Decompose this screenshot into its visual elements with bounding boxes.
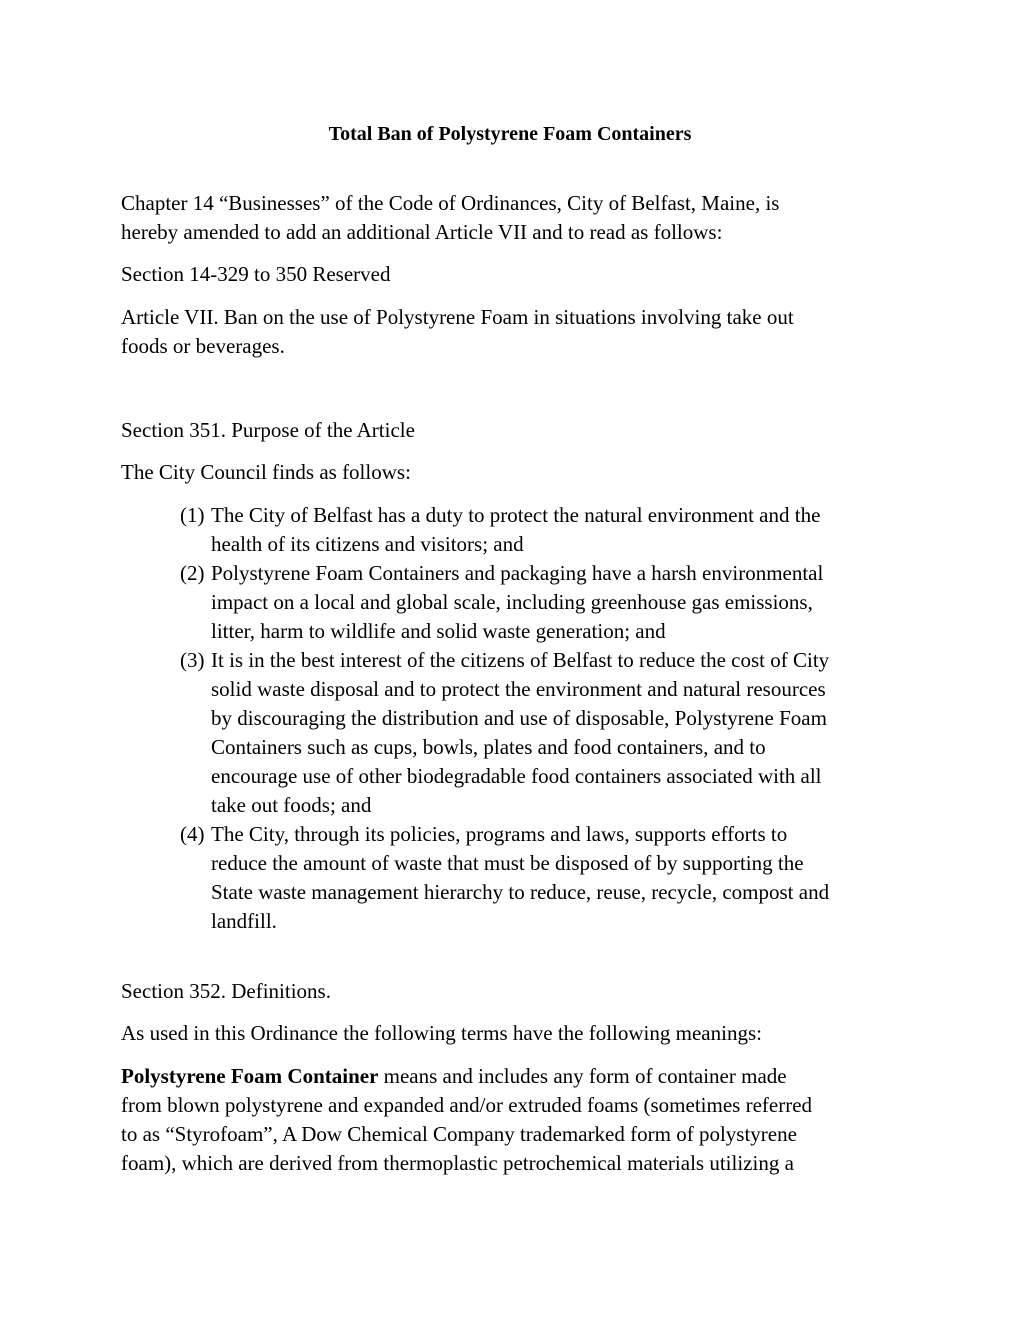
list-item-number: (3) [180, 648, 205, 672]
definition-text: means and includes any form of container made [378, 1064, 787, 1088]
list-item-text: Containers such as cups, bowls, plates and food containers, and to [211, 735, 766, 759]
list-item-text: take out foods; and [211, 793, 372, 817]
list-item-text: litter, harm to wildlife and solid waste generation; and [211, 619, 666, 643]
article-line: foods or beverages. [121, 334, 285, 358]
list-item-text: landfill. [211, 909, 277, 933]
intro-line: hereby amended to add an additional Article VII and to read as follows: [121, 220, 723, 244]
definition-line: to as “Styrofoam”, A Dow Chemical Company trademarked form of polystyrene [121, 1122, 797, 1146]
definition-line [121, 1062, 787, 1091]
list-item-text: Polystyrene Foam Containers and packaging have a harsh environmental [211, 561, 824, 585]
reserved-section: Section 14-329 to 350 Reserved [121, 262, 391, 286]
definition-line: from blown polystyrene and expanded and/or extruded foams (sometimes referred [121, 1093, 813, 1117]
list-item-text: It is in the best interest of the citizens of Belfast to reduce the cost of City [211, 648, 830, 672]
list-item-text: State waste management hierarchy to reduce, reuse, recycle, compost and [211, 880, 830, 904]
document-title: Total Ban of Polystyrene Foam Containers [328, 123, 692, 145]
list-item-text: The City of Belfast has a duty to protect the natural environment and the [211, 503, 821, 527]
list-item-text: impact on a local and global scale, including greenhouse gas emissions, [211, 590, 813, 614]
section-351-lead: The City Council finds as follows: [121, 460, 411, 484]
intro-line: Chapter 14 “Businesses” of the Code of Ordinances, City of Belfast, Maine, is [121, 191, 780, 215]
list-item-text: reduce the amount of waste that must be disposed of by supporting the [211, 851, 804, 875]
list-item-text: solid waste disposal and to protect the environment and natural resources [211, 677, 826, 701]
section-351-heading: Section 351. Purpose of the Article [121, 418, 415, 442]
definition-term: Polystyrene Foam Container [121, 1064, 379, 1088]
list-item-text: by discouraging the distribution and use of disposable, Polystyrene Foam [211, 706, 827, 730]
list-item-text: encourage use of other biodegradable food containers associated with all [211, 764, 822, 788]
list-item-number: (1) [180, 503, 205, 527]
list-item-number: (2) [180, 561, 205, 585]
list-item-text: health of its citizens and visitors; and [211, 532, 524, 556]
list-item-text: The City, through its policies, programs and laws, supports efforts to [211, 822, 788, 846]
list-item-number: (4) [180, 822, 205, 846]
section-352-lead: As used in this Ordinance the following terms have the following meanings: [121, 1021, 762, 1045]
section-352-heading: Section 352. Definitions. [121, 979, 331, 1003]
article-line: Article VII. Ban on the use of Polystyrene Foam in situations involving take out [121, 305, 794, 329]
definition-line: foam), which are derived from thermoplastic petrochemical materials utilizing a [121, 1151, 794, 1175]
